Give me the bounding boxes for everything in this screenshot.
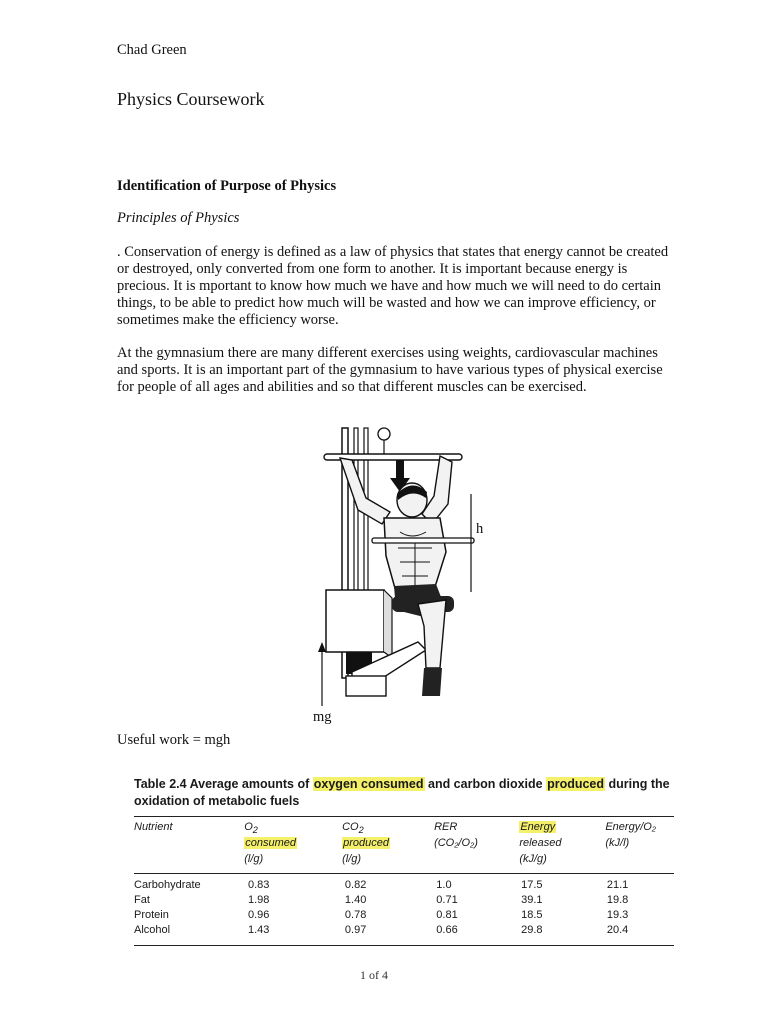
- header-empty: [605, 853, 674, 869]
- height-label: h: [476, 521, 484, 537]
- data-table: [134, 821, 674, 869]
- table-title-part: Table 2.4 Average amounts of: [134, 777, 313, 791]
- cell-co2: 0.78: [344, 909, 367, 921]
- header-o2-subscript: 2: [252, 825, 258, 836]
- author-name: Chad Green: [117, 42, 187, 58]
- table-row: [134, 924, 674, 939]
- header-co2-symbol: CO: [342, 821, 359, 833]
- header-co2-subscript: 2: [358, 825, 364, 836]
- paragraph-conservation: . Conservation of energy is defined as a law of physics that states that energy cannot be created or destroyed, only converted from one form to another. It is important because energy is precious. It is mportant to know how much we have and how much we will need to do certain things, to be able to predict how much will be wasted and how we can improve efficiency, or sometimes make the efficiency worse.: [117, 244, 669, 328]
- header-co2-produced: [342, 837, 434, 853]
- cell-o2: 1.43: [247, 924, 270, 936]
- header-o2: [244, 821, 342, 837]
- header-co2-unit: (l/g): [342, 853, 362, 865]
- table-top-rule: [134, 816, 674, 817]
- cell-nutrient: Carbohydrate: [134, 879, 201, 891]
- header-co2-produced-label: produced: [343, 837, 389, 849]
- header-o2-symbol: O: [244, 821, 253, 833]
- cell-energy: 39.1: [521, 894, 543, 906]
- header-rer-ratio: (CO₂/O₂): [434, 837, 478, 849]
- cell-energy: 29.8: [521, 924, 543, 936]
- table-title-part: and carbon dioxide: [424, 777, 547, 791]
- cell-o2: 0.96: [247, 909, 270, 921]
- table-bottom-rule: [134, 945, 674, 946]
- header-energy: [519, 821, 605, 837]
- header-energy-label: Energy: [520, 821, 556, 833]
- paragraph-gymnasium: At the gymnasium there are many different exercises using weights, cardiovascular machines and sports. It is an important part of the gymnasium to have various types of physical exercise for people of all ages and abilities and so that different muscles can be exercised.: [117, 345, 663, 395]
- table-header-row: [134, 837, 674, 853]
- header-energy-o2: Energy/O₂: [605, 821, 657, 833]
- cell-energy-o2: 19.3: [606, 909, 629, 921]
- cell-energy-o2: 20.4: [606, 924, 629, 936]
- table-title: [134, 776, 674, 810]
- cell-rer: 1.0: [436, 879, 452, 891]
- cell-co2: 0.82: [344, 879, 367, 891]
- table-row: [134, 909, 674, 924]
- header-co2: [342, 821, 434, 837]
- header-o2-unit: (l/g): [244, 853, 264, 865]
- table-title-part: during the: [605, 777, 670, 791]
- table-title-part: oxidation of metabolic fuels: [134, 794, 300, 808]
- cell-rer: 0.66: [436, 924, 458, 936]
- cell-nutrient: Alcohol: [134, 924, 171, 936]
- cell-o2: 0.83: [247, 879, 270, 891]
- section-subheading: Principles of Physics: [117, 210, 240, 226]
- header-energy-released: released: [519, 837, 562, 849]
- header-rer: RER: [434, 821, 458, 833]
- header-empty: [134, 837, 244, 853]
- lat-pulldown-illustration: [300, 420, 500, 720]
- header-o2-consumed-label: consumed: [245, 837, 296, 849]
- cell-rer: 0.71: [436, 894, 458, 906]
- table-row: [134, 879, 674, 894]
- cell-o2: 1.98: [247, 894, 270, 906]
- header-empty: [134, 853, 244, 869]
- table-title-highlight: oxygen consumed: [313, 777, 424, 791]
- header-energy-unit: (kJ/g): [519, 853, 547, 865]
- weight-force-label: mg: [313, 709, 332, 725]
- cell-energy-o2: 19.8: [606, 894, 629, 906]
- document-title: Physics Coursework: [117, 89, 265, 109]
- cell-rer: 0.81: [436, 909, 458, 921]
- data-table-body: [134, 879, 674, 939]
- cell-co2: 1.40: [344, 894, 367, 906]
- cell-co2: 0.97: [344, 924, 367, 936]
- table-title-highlight: produced: [547, 777, 605, 791]
- header-empty: [434, 853, 519, 869]
- cell-nutrient: Protein: [134, 909, 169, 921]
- metabolic-fuels-table: [134, 776, 674, 946]
- header-nutrient: Nutrient: [134, 821, 173, 833]
- table-header-row: [134, 853, 674, 869]
- header-energy-o2-unit: (kJ/l): [605, 837, 630, 849]
- section-heading: Identification of Purpose of Physics: [117, 178, 337, 194]
- table-header-rule: [134, 873, 674, 874]
- cell-energy-o2: 21.1: [606, 879, 629, 891]
- table-header-row: [134, 821, 674, 837]
- cell-nutrient: Fat: [134, 894, 150, 906]
- cell-energy: 17.5: [521, 879, 543, 891]
- cell-energy: 18.5: [521, 909, 543, 921]
- page-number: 1 of 4: [360, 968, 388, 982]
- header-o2-consumed: [244, 837, 342, 853]
- table-row: [134, 894, 674, 909]
- useful-work-formula: Useful work = mgh: [117, 732, 231, 748]
